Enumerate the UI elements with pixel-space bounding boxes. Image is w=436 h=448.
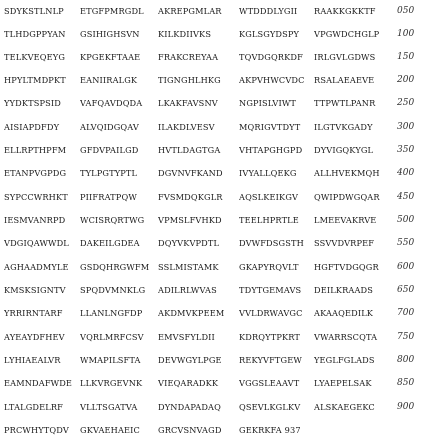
sequence-segment: TEELHPRTLE: [239, 215, 299, 225]
sequence-segment: RSALAEAEVE: [314, 75, 375, 85]
sequence-segment: DQYVKVPDTL: [158, 238, 220, 248]
sequence-row: [0, 47, 436, 67]
sequence-segment: MQRIGVTDYT: [239, 122, 301, 132]
residue-number: 800: [397, 355, 415, 365]
sequence-segment: DAKEILGDEA: [80, 238, 140, 248]
sequence-row: [0, 163, 436, 183]
sequence-segment: ETGFPMRGDL: [80, 6, 144, 16]
sequence-segment: VPMSLFVHKD: [158, 215, 222, 225]
sequence-segment: LYAEPELSAK: [314, 378, 372, 388]
residue-number: 450: [397, 192, 415, 202]
sequence-segment: VVLDRWAVGC: [239, 308, 303, 318]
sequence-segment: DGVNVFKAND: [158, 168, 223, 178]
sequence-segment: GRCVSNVAGD: [158, 425, 222, 435]
sequence-segment: VAFQAVDQDA: [80, 98, 143, 108]
sequence-segment: DYNDAPADAQ: [158, 402, 221, 412]
sequence-segment: DEILKRAADS: [314, 285, 373, 295]
sequence-segment: TELKVEQEYG: [4, 52, 66, 62]
sequence-segment: IRLGVLGDWS: [314, 52, 376, 62]
sequence-segment: AQSLKEIKGV: [239, 192, 299, 202]
sequence-segment: LKAKFAVSNV: [158, 98, 218, 108]
sequence-segment: LYHIAEALVR: [4, 355, 61, 365]
sequence-segment: SPQDVMNKLG: [80, 285, 146, 295]
sequence-row: [0, 397, 436, 417]
residue-number: 600: [397, 262, 415, 272]
residue-number: 400: [397, 168, 415, 178]
sequence-segment: SSVVDVRPEF: [314, 238, 375, 248]
sequence-segment: TIGNGHLHKG: [158, 75, 221, 85]
residue-number: 850: [397, 378, 415, 388]
sequence-segment: KGLSGYDSPY: [239, 29, 300, 39]
sequence-segment: TQVDGQRKDF: [239, 52, 303, 62]
sequence-segment: VQRLMRFCSV: [80, 332, 144, 342]
sequence-segment: GKVAEHAEIC: [80, 425, 140, 435]
sequence-segment: AKAAQEDILK: [314, 308, 374, 318]
sequence-row: [0, 420, 436, 440]
sequence-segment: GKAPYRQVLT: [239, 262, 299, 272]
residue-number: 550: [397, 238, 415, 248]
sequence-segment: SDYKSTLNLP: [4, 6, 64, 16]
sequence-segment: KDRQYTPKRT: [239, 332, 301, 342]
sequence-segment: AKREPGMLAR: [158, 6, 222, 16]
residue-number: 050: [397, 6, 415, 16]
sequence-segment: VDGIQAWWDL: [4, 238, 69, 248]
sequence-segment: YYDKTSPSID: [4, 98, 61, 108]
sequence-segment: IVYALLQEKG: [239, 168, 297, 178]
sequence-row: [0, 70, 436, 90]
sequence-segment: DYVIGQKYGL: [314, 145, 374, 155]
sequence-row: [0, 280, 436, 300]
sequence-segment: EANIIRALGK: [80, 75, 138, 85]
sequence-segment: RAAKKGKKTF: [314, 6, 376, 16]
sequence-row: [0, 140, 436, 160]
sequence-row: [0, 210, 436, 230]
sequence-segment: FRAKCREYAA: [158, 52, 219, 62]
sequence-segment: ETANPVGPDG: [4, 168, 67, 178]
sequence-segment: NGPISLVIWT: [239, 98, 297, 108]
sequence-segment: ADILRLWVAS: [158, 285, 217, 295]
residue-number: 750: [397, 332, 415, 342]
sequence-segment: LLANLNGFDP: [80, 308, 143, 318]
sequence-segment: ALLHVEKMQH: [314, 168, 380, 178]
sequence-segment: SYPCCWRHKT: [4, 192, 68, 202]
sequence-segment: ILAKDLVESV: [158, 122, 215, 132]
sequence-row: [0, 93, 436, 113]
sequence-row: [0, 373, 436, 393]
sequence-row: [0, 117, 436, 137]
sequence-segment: GEKRKFA 937: [239, 425, 301, 435]
sequence-segment: HVTLDAGTGA: [158, 145, 221, 155]
sequence-segment: WCISRQRTWG: [80, 215, 145, 225]
sequence-row: [0, 257, 436, 277]
sequence-segment: ALVQIDGQAV: [80, 122, 139, 132]
residue-number: 300: [397, 122, 415, 132]
sequence-segment: FVSMDQKGLR: [158, 192, 223, 202]
sequence-segment: QWIPDWGQAR: [314, 192, 380, 202]
residue-number: 250: [397, 98, 415, 108]
sequence-row: [0, 24, 436, 44]
sequence-segment: TYLPGTYPTL: [80, 168, 138, 178]
sequence-segment: EMVSFYLDII: [158, 332, 215, 342]
residue-number: 500: [397, 215, 415, 225]
sequence-row: [0, 233, 436, 253]
sequence-segment: DVWFDSGSTH: [239, 238, 304, 248]
sequence-segment: YEGLFGLADS: [314, 355, 375, 365]
sequence-row: [0, 327, 436, 347]
sequence-segment: VHTAPGHGPD: [239, 145, 303, 155]
sequence-segment: AKPVHWCVDC: [239, 75, 305, 85]
residue-number: 150: [397, 52, 415, 62]
sequence-segment: YRRIRNTARF: [4, 308, 63, 318]
sequence-segment: AYEAYDFHEV: [4, 332, 65, 342]
sequence-segment: PIIFRATPQW: [80, 192, 137, 202]
sequence-segment: TLHDGPPYAN: [4, 29, 66, 39]
sequence-segment: VIEQARADKK: [158, 378, 219, 388]
sequence-segment: SSLMISTAMK: [158, 262, 219, 272]
sequence-segment: EAMNDAFWDE: [4, 378, 73, 388]
sequence-segment: VWARRSCQTA: [314, 332, 378, 342]
sequence-segment: GFDVPAILGD: [80, 145, 139, 155]
sequence-segment: QSEVLKGLKV: [239, 402, 301, 412]
sequence-segment: HPYLTMDPKT: [4, 75, 66, 85]
residue-number: 650: [397, 285, 415, 295]
sequence-segment: KPGEKFTAAE: [80, 52, 141, 62]
sequence-segment: LLKVRGEVNK: [80, 378, 143, 388]
sequence-segment: AISIAPDFDY: [4, 122, 60, 132]
residue-number: 350: [397, 145, 415, 155]
sequence-segment: AKDMVKPEEM: [158, 308, 225, 318]
sequence-segment: AGHAADMYLE: [4, 262, 69, 272]
sequence-segment: VPGWDCHGLP: [314, 29, 380, 39]
sequence-segment: KILKDIIVKS: [158, 29, 212, 39]
sequence-segment: HGFTVDGQGR: [314, 262, 379, 272]
sequence-segment: DEVWGYLPGE: [158, 355, 222, 365]
sequence-segment: REKYVFTGEW: [239, 355, 302, 365]
sequence-row: [0, 303, 436, 323]
residue-number: 700: [397, 308, 415, 318]
sequence-row: [0, 1, 436, 21]
sequence-segment: VGGSLEAAVT: [239, 378, 300, 388]
sequence-segment: GSIHIGHSVN: [80, 29, 140, 39]
sequence-segment: LTALGDELRF: [4, 402, 63, 412]
residue-number: 200: [397, 75, 415, 85]
sequence-segment: TTPWTLPANR: [314, 98, 376, 108]
sequence-segment: IESMVANRPD: [4, 215, 66, 225]
sequence-segment: ALSKAEGEKC: [314, 402, 375, 412]
sequence-segment: LMEEVAKRVE: [314, 215, 377, 225]
sequence-segment: VLLTSGATVA: [80, 402, 138, 412]
sequence-segment: ELLRPTHPFM: [4, 145, 67, 155]
sequence-segment: KMSKSIGNTV: [4, 285, 66, 295]
sequence-segment: PRCWHYTQDV: [4, 425, 69, 435]
residue-number: 900: [397, 402, 415, 412]
sequence-segment: GSDQHRGWFM: [80, 262, 150, 272]
sequence-segment: TDYTGEMAVS: [239, 285, 302, 295]
sequence-segment: WMAPILSFTA: [80, 355, 141, 365]
residue-number: 100: [397, 29, 415, 39]
sequence-row: [0, 350, 436, 370]
sequence-segment: WTDDDLYGII: [239, 6, 298, 16]
sequence-row: [0, 187, 436, 207]
sequence-segment: ILGTVKGADY: [314, 122, 373, 132]
